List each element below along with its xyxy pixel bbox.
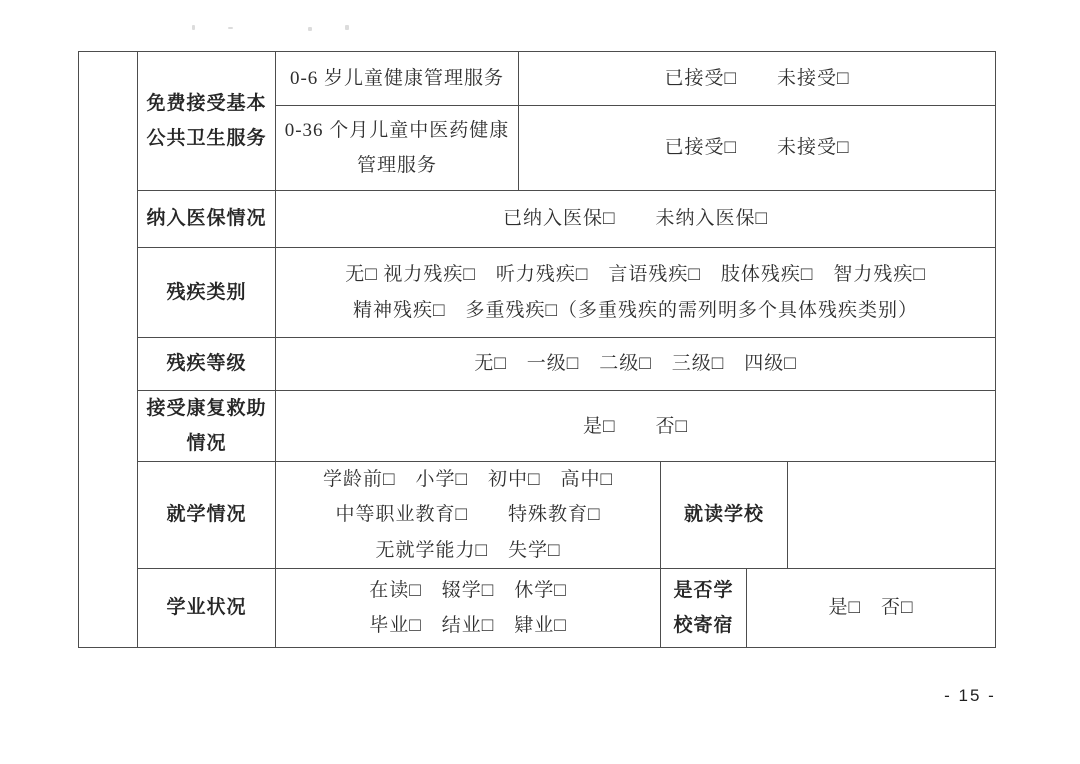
label-line: 公共卫生服务 [146,128,267,149]
options-line: 无□ 视力残疾□ 听力残疾□ 言语残疾□ 肢体残疾□ 智力残疾□ [345,264,926,286]
service-name-line: 管理服务 [356,155,437,176]
options-line: 学龄前□ 小学□ 初中□ 高中□ [323,469,613,491]
scan-artifact [192,25,195,30]
child-status-form-table [78,51,996,648]
school-name-label-cell: 就读学校 [661,462,788,568]
options-line: 毕业□ 结业□ 肄业□ [369,614,567,636]
service-0-36-name-cell [276,106,519,191]
options-line: 无就学能力□ 失学□ [375,539,561,561]
options-line: 中等职业教育□ 特殊教育□ [335,504,601,526]
service-0-36-options-cell: 已接受□ 未接受□ [519,106,996,191]
academic-status-options-cell [276,568,661,647]
label-line: 情况 [186,433,227,455]
rehab-assistance-options-cell: 是□ 否□ [276,391,996,462]
school-name-value-cell [788,462,996,568]
left-category-spanner-cell [79,52,138,648]
scan-artifact [228,27,233,29]
academic-status-label-cell: 学业状况 [138,568,276,647]
disability-category-label-cell: 残疾类别 [138,248,276,338]
rehab-assistance-label-cell [138,391,276,462]
medical-insurance-label-cell: 纳入医保情况 [138,191,276,248]
service-0-6-options-cell: 已接受□ 未接受□ [519,52,996,106]
disability-level-options-cell: 无□ 一级□ 二级□ 三级□ 四级□ [276,338,996,391]
label-line: 是否学 [673,579,734,601]
label-line: 校寄宿 [673,614,734,636]
label-line: 接受康复救助 [146,398,267,419]
label-line: 免费接受基本 [146,92,267,114]
medical-insurance-options-cell: 已纳入医保□ 未纳入医保□ [276,191,996,248]
scan-artifact [345,25,349,30]
disability-level-label-cell: 残疾等级 [138,338,276,391]
boarding-label-cell [661,568,747,647]
page-number: - 15 - [944,686,996,705]
service-name-line: 0-36 个月儿童中医药健康 [284,119,510,141]
scan-artifact [308,27,312,31]
schooling-status-options-cell [276,462,661,568]
free-public-health-label-cell [138,52,276,191]
options-line: 在读□ 辍学□ 休学□ [369,579,567,601]
schooling-status-label-cell: 就学情况 [138,462,276,568]
boarding-options-cell: 是□ 否□ [747,568,996,647]
options-line: 精神残疾□ 多重残疾□（多重残疾的需列明多个具体残疾类别） [353,299,918,321]
disability-category-options-cell [276,248,996,338]
service-name-line: 0-6 岁儿童健康管理服务 [289,67,505,89]
service-0-6-name-cell [276,52,519,106]
